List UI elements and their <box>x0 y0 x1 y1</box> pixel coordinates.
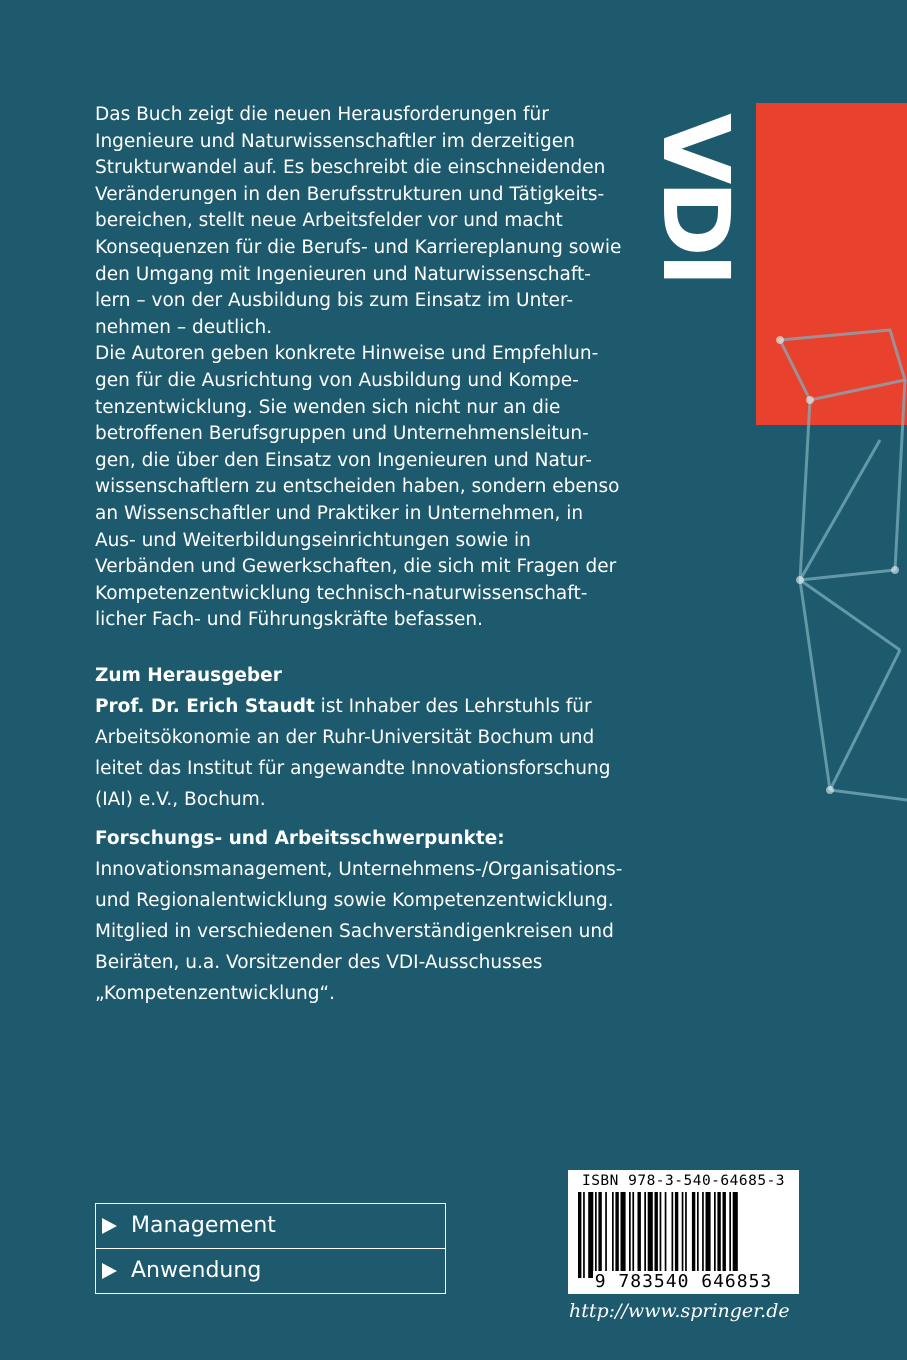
barcode-bar <box>644 1192 646 1278</box>
barcode-bar <box>583 1192 585 1278</box>
barcode-bar <box>692 1192 695 1278</box>
barcode-bar <box>621 1192 626 1278</box>
description-line: Aus- und Weiterbildungseinrichtungen sowie in <box>95 529 531 551</box>
barcode-bar <box>629 1192 631 1278</box>
vdi-logo: VDI <box>642 113 749 283</box>
research-line: und Regionalentwicklung sowie Kompetenzentwicklung. <box>95 890 614 911</box>
barcode-bar <box>612 1192 614 1278</box>
description-line: lern – von der Ausbildung bis zum Einsatz im Unter- <box>95 290 574 312</box>
barcode-bar <box>648 1192 653 1278</box>
barcode-bar <box>578 1192 581 1278</box>
barcode-bar <box>632 1192 634 1278</box>
barcode-bar <box>682 1192 684 1278</box>
editor-name: Prof. Dr. Erich Staudt <box>95 696 315 717</box>
description-line: tenzentwicklung. Sie wenden sich nicht nur an die <box>95 396 561 418</box>
description-line: Die Autoren geben konkrete Hinweise und Empfehlun- <box>95 343 599 365</box>
description-line: Kompetenzentwicklung technisch-naturwissenschaft- <box>95 582 588 604</box>
wireframe-decoration <box>770 320 907 830</box>
research-section <box>95 823 635 1009</box>
barcode-bar <box>672 1192 674 1278</box>
description-line: nehmen – deutlich. <box>95 316 273 338</box>
barcode-bar <box>706 1192 711 1278</box>
description-line: Verbänden und Gewerkschaften, die sich mit Fragen der <box>95 556 617 578</box>
isbn-number: ISBN 978-3-540-64685-3 <box>581 1173 786 1189</box>
editor-line: Prof. Dr. Erich Staudt ist Inhaber des Lehrstuhls für <box>95 696 592 717</box>
barcode-bar <box>702 1192 704 1278</box>
description-line: Konsequenzen für die Berufs- und Karriereplanung sowie <box>95 236 622 258</box>
description-line: an Wissenschaftler und Praktiker in Unternehmen, in <box>95 502 584 524</box>
description-line: Veränderungen in den Berufsstrukturen und Tätigkeits- <box>95 183 605 205</box>
barcode-bar <box>717 1192 720 1278</box>
research-heading: Forschungs- und Arbeitsschwerpunkte: <box>95 828 505 849</box>
series-item-management: Management <box>95 1203 446 1249</box>
research-line: Beiräten, u.a. Vorsitzender des VDI-Ausschusses <box>95 952 543 973</box>
triangle-right-icon <box>102 1263 117 1279</box>
barcode-bar <box>733 1192 738 1278</box>
editor-line: (IAI) e.V., Bochum. <box>95 789 266 810</box>
barcode-bar <box>685 1192 687 1278</box>
description-text <box>95 102 635 634</box>
barcode-bar <box>638 1192 641 1278</box>
barcode-bar <box>660 1192 662 1278</box>
barcode-bar <box>588 1192 593 1278</box>
editor-heading: Zum Herausgeber <box>95 665 282 686</box>
description-line: Das Buch zeigt die neuen Herausforderungen für <box>95 104 549 125</box>
isbn-barcode <box>568 1170 799 1294</box>
editor-line: Arbeitsökonomie an der Ruhr-Universität Bochum und <box>95 727 595 748</box>
series-item-anwendung: Anwendung <box>95 1249 446 1295</box>
research-line: Innovationsmanagement, Unternehmens-/Organisations- <box>95 859 623 880</box>
barcode-bar <box>665 1192 667 1278</box>
barcode-bar <box>714 1192 716 1278</box>
research-line: Mitglied in verschiedenen Sachverständigenkreisen und <box>95 921 614 942</box>
barcode-bar <box>723 1192 726 1278</box>
barcode-bars <box>576 1192 791 1278</box>
barcode-bar <box>697 1192 699 1278</box>
barcode-bar <box>605 1192 607 1278</box>
barcode-bar <box>729 1192 731 1278</box>
barcode-bar <box>595 1192 597 1278</box>
editor-section <box>95 660 635 815</box>
description-line: licher Fach- und Führungskräfte befassen. <box>95 609 483 631</box>
series-box <box>95 1203 446 1294</box>
description-line: wissenschaftlern zu entscheiden haben, sondern ebenso <box>95 476 620 498</box>
barcode-bar <box>598 1192 601 1278</box>
barcode-digits: 9 783540 646853 <box>594 1271 773 1292</box>
description-line: den Umgang mit Ingenieuren und Naturwissenschaft- <box>95 263 591 285</box>
description-line: Ingenieure und Naturwissenschaftler im derzeitigen <box>95 130 575 152</box>
barcode-bar <box>675 1192 678 1278</box>
barcode-bar <box>615 1192 618 1278</box>
triangle-right-icon <box>102 1218 117 1234</box>
description-line: betroffenen Berufsgruppen und Unternehmensleitun- <box>95 423 589 445</box>
description-line: gen, die über den Einsatz von Ingenieuren und Natur- <box>95 449 592 471</box>
barcode-bar <box>655 1192 658 1278</box>
description-line: Strukturwandel auf. Es beschreibt die einschneidenden <box>95 157 606 179</box>
description-line: bereichen, stellt neue Arbeitsfelder vor und macht <box>95 210 563 232</box>
research-line: „Kompetenzentwicklung“. <box>95 983 335 1004</box>
editor-line: leitet das Institut für angewandte Innovationsforschung <box>95 758 611 779</box>
description-line: gen für die Ausrichtung von Ausbildung und Kompe- <box>95 369 579 391</box>
publisher-url: http://www.springer.de <box>569 1300 790 1322</box>
